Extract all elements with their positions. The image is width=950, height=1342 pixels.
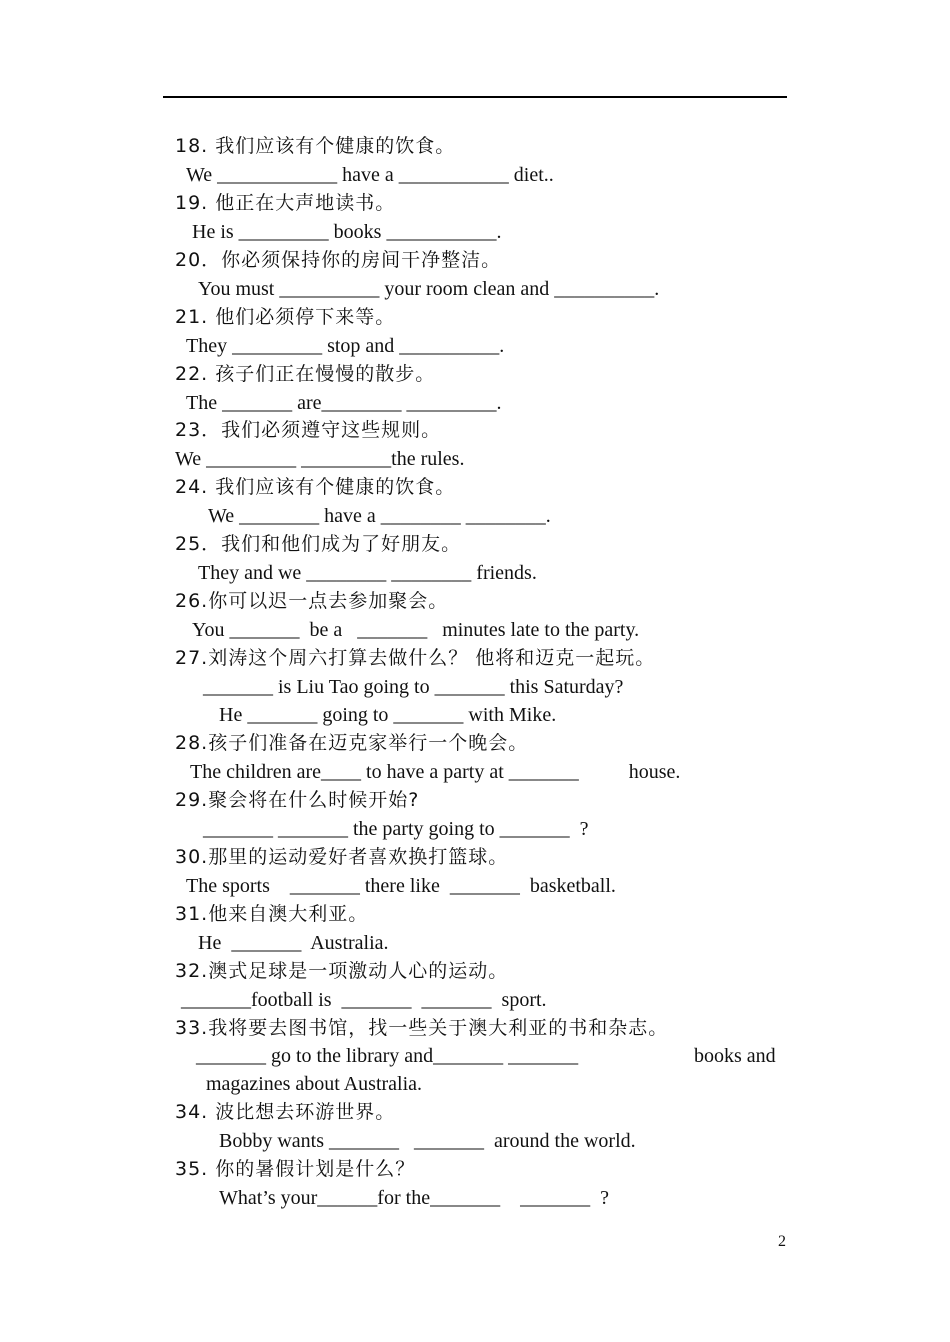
q33-chinese: 33.我将要去图书馆，找一些关于澳大利亚的书和杂志。 — [175, 1017, 669, 1039]
q20-chinese: 20．你必须保持你的房间干净整洁。 — [175, 249, 502, 271]
q34-english: Bobby wants _______ _______ around the world. — [219, 1130, 636, 1152]
q34-chinese: 34. 波比想去环游世界。 — [175, 1101, 396, 1123]
q33-english-part1: _______ go to the library and_______ _______ — [196, 1045, 579, 1067]
q32-chinese: 32.澳式足球是一项激动人心的运动。 — [175, 960, 509, 982]
q24-chinese: 24. 我们应该有个健康的饮食。 — [175, 476, 456, 498]
q26-english: You _______ be a _______ minutes late to the party. — [192, 619, 640, 641]
q28-english: The children are____ to have a party at _______ house. — [190, 761, 681, 783]
q27-chinese: 27.刘涛这个周六打算去做什么？ 他将和迈克一起玩。 — [175, 647, 656, 669]
q35-english: What’s your______for the_______ _______ ? — [219, 1187, 609, 1209]
q20-english: You must __________ your room clean and __________. — [198, 278, 660, 300]
q23-chinese: 23．我们必须遵守这些规则。 — [175, 419, 442, 441]
q21-chinese: 21. 他们必须停下来等。 — [175, 306, 396, 328]
q33-english-part2: books and — [694, 1045, 776, 1067]
q29-chinese: 29.聚会将在什么时候开始? — [175, 789, 420, 811]
q23-english: We _________ _________the rules. — [175, 448, 465, 470]
q18-english: We ____________ have a ___________ diet.. — [186, 164, 554, 186]
q25-english: They and we ________ ________ friends. — [198, 562, 537, 584]
q25-chinese: 25．我们和他们成为了好朋友。 — [175, 533, 462, 555]
q30-english: The sports _______ there like _______ basketball. — [186, 875, 616, 897]
q21-english: They _________ stop and __________. — [186, 335, 505, 357]
q19-english: He is _________ books ___________. — [192, 221, 502, 243]
q28-chinese: 28.孩子们准备在迈克家举行一个晚会。 — [175, 732, 529, 754]
q31-chinese: 31.他来自澳大利亚。 — [175, 903, 369, 925]
q27-english-answer: He _______ going to _______ with Mike. — [219, 704, 557, 726]
q18-chinese: 18. 我们应该有个健康的饮食。 — [175, 135, 456, 157]
header-rule — [163, 96, 787, 98]
q19-chinese: 19. 他正在大声地读书。 — [175, 192, 396, 214]
q29-english: _______ _______ the party going to _______ ? — [203, 818, 589, 840]
q22-chinese: 22. 孩子们正在慢慢的散步。 — [175, 363, 436, 385]
q26-chinese: 26.你可以迟一点去参加聚会。 — [175, 590, 449, 612]
q30-chinese: 30.那里的运动爱好者喜欢换打篮球。 — [175, 846, 509, 868]
q35-chinese: 35. 你的暑假计划是什么？ — [175, 1158, 416, 1180]
q31-english: He _______ Australia. — [198, 932, 389, 954]
q24-english: We ________ have a ________ ________. — [208, 505, 551, 527]
page-number: 2 — [778, 1233, 786, 1250]
q27-english-question: _______ is Liu Tao going to _______ this Saturday? — [203, 676, 624, 698]
q22-english: The _______ are________ _________. — [186, 392, 502, 414]
q32-english: _______football is _______ _______ sport. — [181, 989, 547, 1011]
q33-english-part3: magazines about Australia. — [206, 1073, 423, 1095]
